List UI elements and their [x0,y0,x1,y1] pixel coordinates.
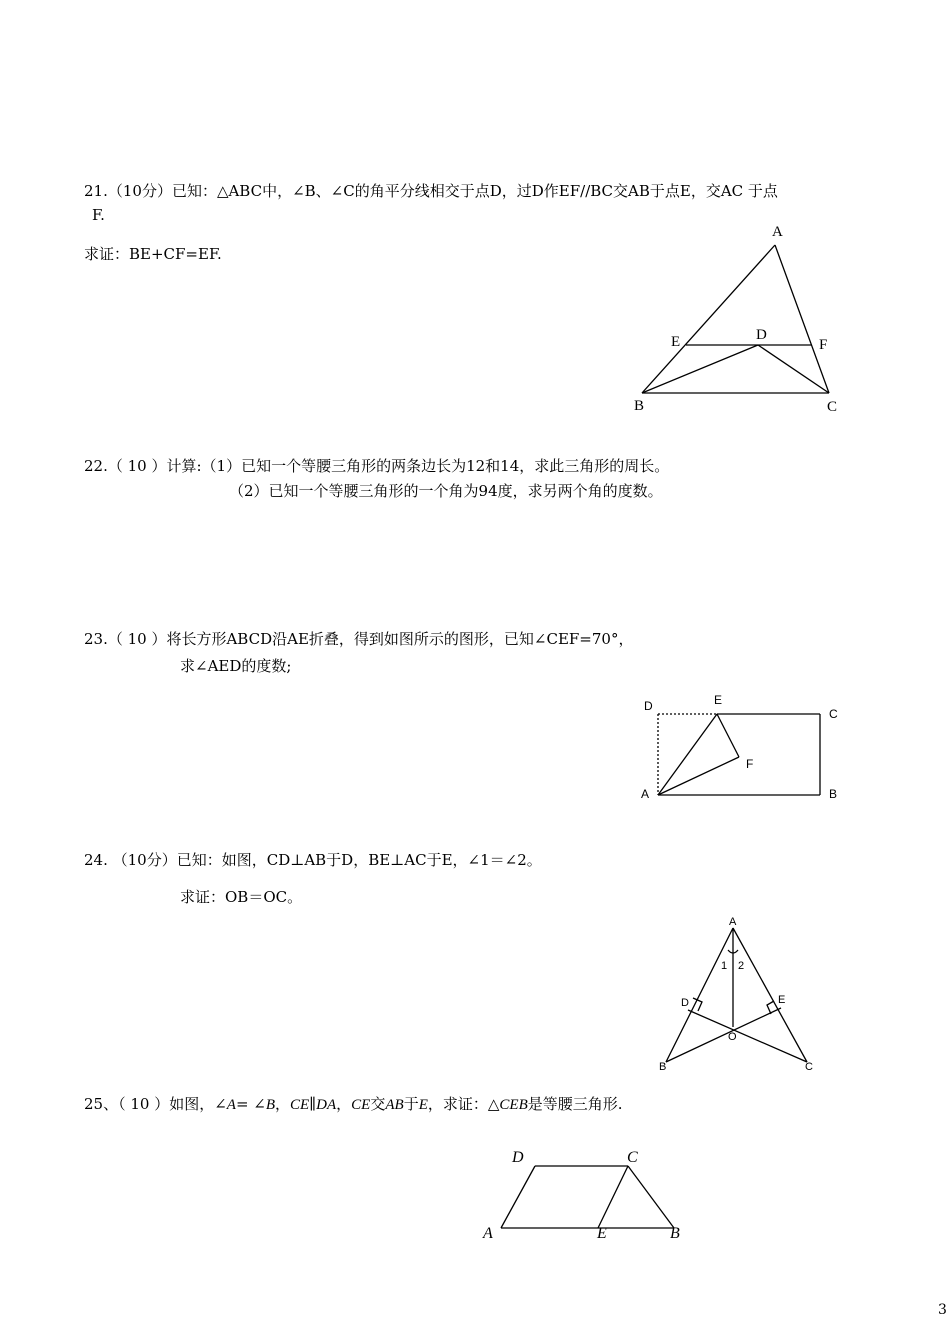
q25-statement [84,1094,623,1115]
q24-label-c: C [805,1061,813,1073]
q24-triangle-figure [650,910,830,1080]
q25-parallel: ∥ [309,1095,317,1113]
q24-label-1: 1 [721,960,728,972]
q25-segment-ce [598,1166,628,1228]
q21-label-a: A [772,224,783,240]
q25-trapezoid-figure [475,1140,705,1250]
q25-angle-b: B [265,1097,276,1113]
q22-statement-line1: 22.（ 10 ）计算:（1）已知一个等腰三角形的两条边长为12和14，求此三角形的周长。 [84,457,670,475]
q25-side-cb [628,1166,674,1228]
q25-label-c: C [627,1149,638,1166]
q25-jiao: 交 [370,1095,386,1113]
q23-statement-line1: 23.（ 10 ）将长方形ABCD沿AE折叠，得到如图所示的图形，已知∠CEF=70°， [84,630,634,648]
q25-comma1: ， [275,1095,291,1113]
q25-da: DA [316,1097,337,1113]
q22-statement-line2: （2）已知一个等腰三角形的一个角为94度，求另两个角的度数。 [229,482,663,500]
q24-side-ac [733,928,807,1062]
q25-comma2: ， [336,1095,352,1113]
q25-label-a: A [483,1225,493,1242]
q24-side-ab [666,928,733,1062]
q25-e: E [418,1097,428,1113]
q21-label-f: F [819,337,828,353]
q24-label-2: 2 [738,960,745,972]
q25-label-e: E [597,1225,607,1242]
page-number: 3 [938,1302,947,1318]
q21-label-b: B [634,398,645,414]
q24-statement-line1: 24. （10分）已知：如图，CD⊥AB于D，BE⊥AC于E，∠1＝∠2。 [84,851,542,869]
q24-label-d: D [681,997,689,1009]
q21-triangle-figure [620,215,850,420]
q21-segment-bd [642,345,758,393]
q25-yu: 于 [403,1095,419,1113]
q25-ce1: CE [290,1097,310,1113]
q25-rest: ，求证：△ [427,1095,500,1113]
q23-label-b: B [829,787,838,801]
q25-ceb: CEB [499,1097,528,1113]
q24-segment-cd [688,1010,807,1062]
q21-statement-line1: 21.（10分）已知：△ABC中，∠B、∠C的角平分线相交于点D，过D作EF//BC交AB于点E，交AC 于点 [84,182,778,200]
q21-label-d: D [756,327,767,343]
q25-eq: = ∠ [235,1095,266,1113]
q24-label-e: E [778,994,786,1006]
q23-label-d: D [644,699,653,713]
q21-label-c: C [827,399,838,415]
q21-label-e: E [671,334,681,350]
q23-rectangle-figure [630,690,850,805]
q25-label-d: D [512,1149,524,1166]
q23-segment-ef [717,714,739,757]
q23-label-e: E [714,693,723,707]
q24-label-o: O [728,1031,737,1043]
q24-segment-be [666,1008,781,1062]
q24-label-b: B [659,1061,667,1073]
q21-statement-line2: F. [92,206,105,224]
q25-prefix: 25、（ 10 ）如图，∠ [84,1095,227,1113]
q25-side-ad [501,1166,535,1228]
q21-prove: 求证：BE+CF=EF. [84,245,222,263]
q25-label-b: B [670,1225,680,1242]
q25-ce2: CE [351,1097,371,1113]
q23-segment-af [658,757,739,795]
q21-side-ac [775,245,829,393]
q23-statement-line2: 求∠AED的度数; [180,657,292,675]
q23-label-c: C [829,707,838,721]
q24-label-a: A [729,916,737,928]
q25-ab: AB [385,1097,404,1113]
q23-label-a: A [641,787,650,801]
q24-prove: 求证：OB＝OC。 [180,888,303,906]
q25-tail: 是等腰三角形. [527,1095,623,1113]
q25-angle-a: A [226,1097,236,1113]
q23-segment-ae [658,714,717,795]
q23-label-f: F [746,757,754,771]
q21-side-ab [642,245,775,393]
